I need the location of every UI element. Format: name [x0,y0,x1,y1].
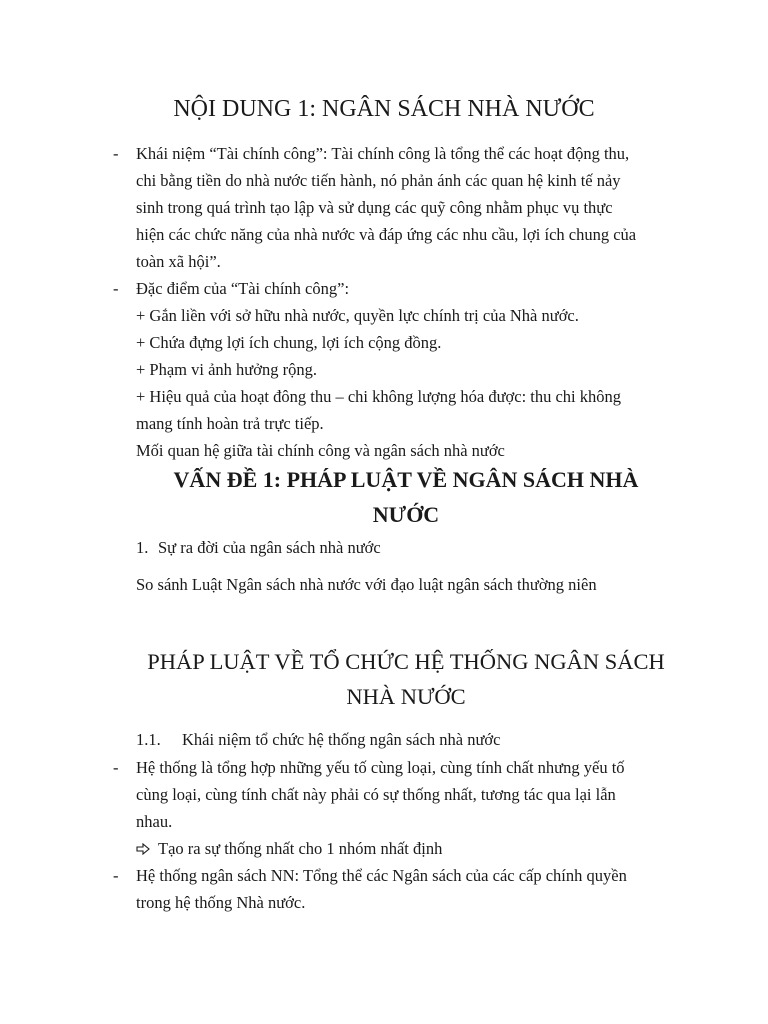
feature-item: + Phạm vi ảnh hưởng rộng. [136,360,317,379]
list-number: 1. [136,538,149,557]
compare-line: So sánh Luật Ngân sách nhà nước với đạo luật ngân sách thường niên [136,575,597,594]
bullet-dash: - [113,758,119,777]
concept-line: hiện các chức năng của nhà nước và đáp ứng các nhu cầu, lợi ích chung của [136,225,637,244]
feature-item: + Chứa đựng lợi ích chung, lợi ích cộng đồng. [136,333,442,352]
concept-line: chi bằng tiền do nhà nước tiến hành, nó phản ánh các quan hệ kinh tế nảy [136,171,621,190]
list-item-text: Sự ra đời của ngân sách nhà nước [158,538,381,557]
bullet-dash: - [113,144,119,163]
relation-line: Mối quan hệ giữa tài chính công và ngân sách nhà nước [136,441,505,460]
issue-heading-line2: NƯỚC [372,502,440,527]
system-line: nhau. [136,812,173,831]
sub-number: 1.1. [136,730,161,749]
sub-heading-text: Khái niệm tổ chức hệ thống ngân sách nhà nước [182,730,501,749]
feature-item: + Hiệu quả của hoạt đông thu – chi không lượng hóa được: thu chi không [136,387,622,406]
concept-line: sinh trong quá trình tạo lập và sử dụng các quỹ công nhằm phục vụ thực [136,198,613,217]
bullet-dash: - [113,279,119,298]
document-title: NỘI DUNG 1: NGÂN SÁCH NHÀ NƯỚC [173,96,595,122]
arrow-text: Tạo ra sự thống nhất cho 1 nhóm nhất định [158,839,443,858]
system-line: cùng loại, cùng tính chất này phải có sự thống nhất, tương tác qua lại lẫn [136,785,616,804]
features-heading: Đặc điểm của “Tài chính công”: [136,279,350,298]
concept-line: toàn xã hội”. [136,252,221,271]
issue-heading-line1: VẤN ĐỀ 1: PHÁP LUẬT VỀ NGÂN SÁCH NHÀ [173,467,639,492]
budget-line: Hệ thống ngân sách NN: Tổng thể các Ngân sách của các cấp chính quyền [136,866,627,885]
arrow-line [136,835,442,862]
feature-item: + Gắn liền với sở hữu nhà nước, quyền lực chính trị của Nhà nước. [136,306,579,325]
budget-line: trong hệ thống Nhà nước. [136,893,306,912]
section-heading-line2: NHÀ NƯỚC [346,684,466,709]
system-line: Hệ thống là tổng hợp những yếu tố cùng loại, cùng tính chất nhưng yếu tố [136,758,625,777]
bullet-dash: - [113,866,119,885]
feature-item: mang tính hoàn trả trực tiếp. [136,414,324,433]
concept-line: Khái niệm “Tài chính công”: Tài chính công là tổng thể các hoạt động thu, [136,144,630,163]
right-arrow-icon [136,843,150,855]
section-heading-line1: PHÁP LUẬT VỀ TỔ CHỨC HỆ THỐNG NGÂN SÁCH [147,649,665,674]
